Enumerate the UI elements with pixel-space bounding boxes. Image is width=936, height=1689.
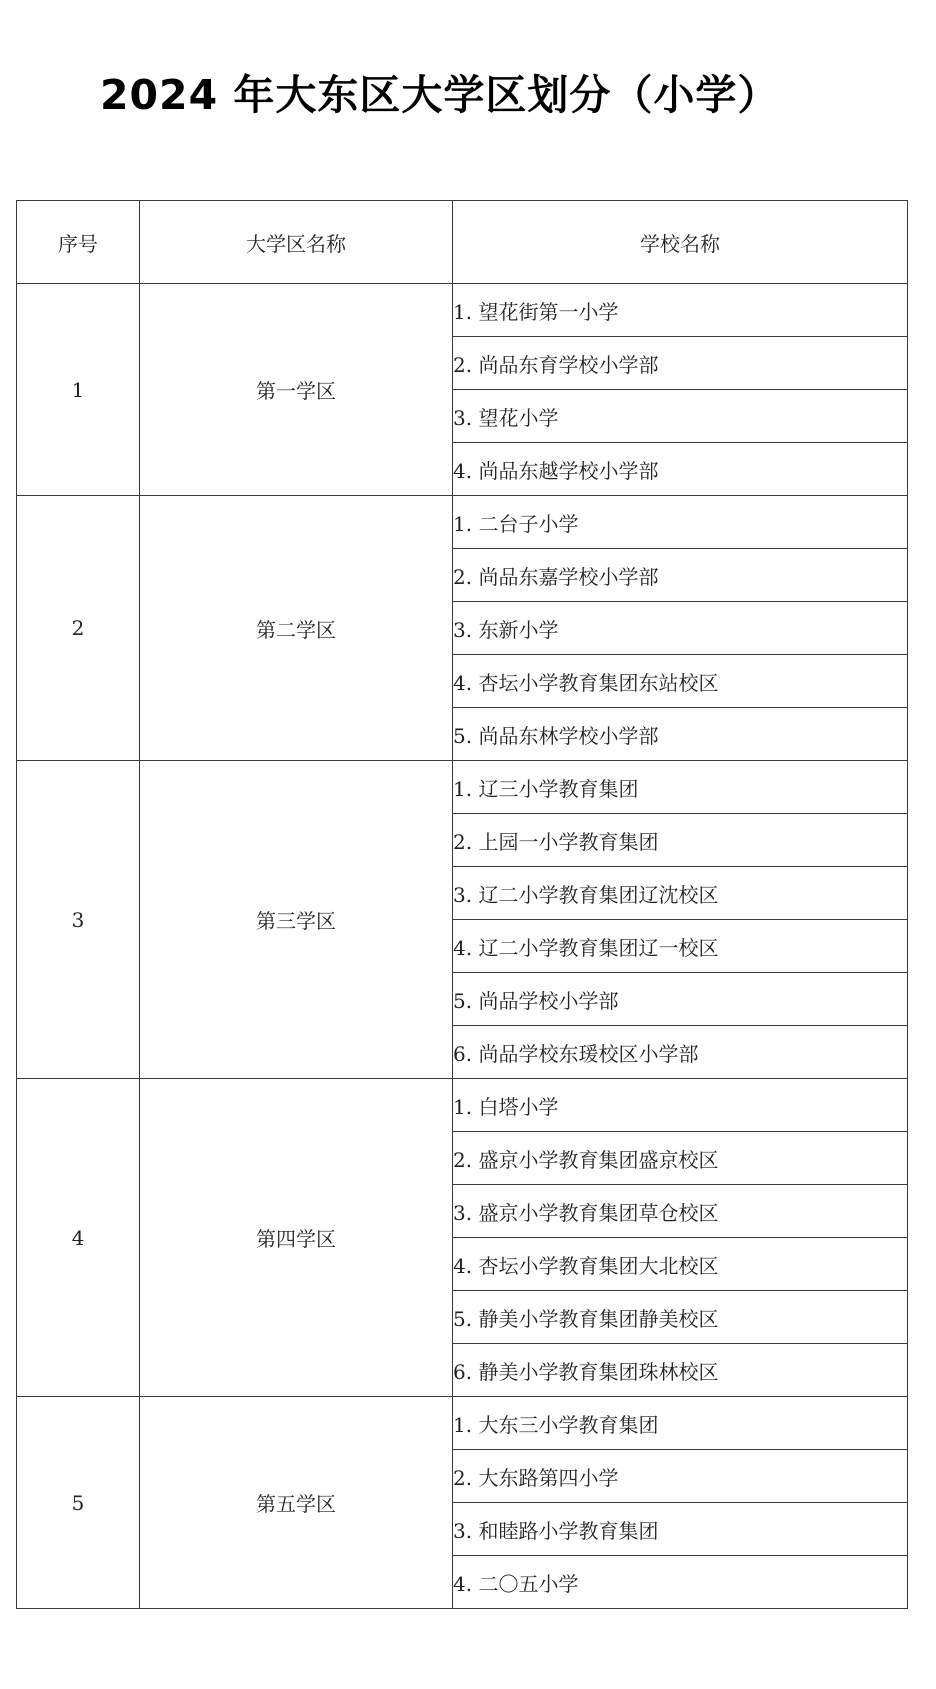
table-body [17, 284, 908, 1609]
school-name: 4. 杏坛小学教育集团东站校区 [453, 655, 908, 708]
school-name: 2. 尚品东嘉学校小学部 [453, 549, 908, 602]
district-index: 2 [17, 496, 140, 761]
table-row [17, 284, 908, 337]
district-index: 3 [17, 761, 140, 1079]
district-name: 第五学区 [140, 1397, 453, 1609]
page-title: 2024 年大东区大学区划分（小学） [100, 71, 780, 119]
school-name: 4. 二〇五小学 [453, 1556, 908, 1609]
school-name: 6. 尚品学校东瑗校区小学部 [453, 1026, 908, 1079]
header-index: 序号 [17, 201, 140, 284]
school-name: 1. 望花街第一小学 [453, 284, 908, 337]
school-name: 3. 和睦路小学教育集团 [453, 1503, 908, 1556]
school-name: 4. 杏坛小学教育集团大北校区 [453, 1238, 908, 1291]
school-name: 1. 二台子小学 [453, 496, 908, 549]
table-row [17, 496, 908, 549]
school-name: 3. 辽二小学教育集团辽沈校区 [453, 867, 908, 920]
school-name: 3. 东新小学 [453, 602, 908, 655]
school-name: 3. 望花小学 [453, 390, 908, 443]
school-name: 1. 大东三小学教育集团 [453, 1397, 908, 1450]
school-name: 3. 盛京小学教育集团草仓校区 [453, 1185, 908, 1238]
school-name: 5. 静美小学教育集团静美校区 [453, 1291, 908, 1344]
school-name: 2. 盛京小学教育集团盛京校区 [453, 1132, 908, 1185]
district-index: 1 [17, 284, 140, 496]
school-name: 5. 尚品学校小学部 [453, 973, 908, 1026]
header-district-name: 大学区名称 [140, 201, 453, 284]
header-school-name: 学校名称 [453, 201, 908, 284]
school-name: 1. 白塔小学 [453, 1079, 908, 1132]
district-name: 第一学区 [140, 284, 453, 496]
district-name: 第三学区 [140, 761, 453, 1079]
table-header-row [17, 201, 908, 284]
school-name: 5. 尚品东林学校小学部 [453, 708, 908, 761]
table-row [17, 1079, 908, 1132]
school-name: 4. 尚品东越学校小学部 [453, 443, 908, 496]
school-name: 1. 辽三小学教育集团 [453, 761, 908, 814]
school-name: 2. 尚品东育学校小学部 [453, 337, 908, 390]
table-row [17, 761, 908, 814]
table-row [17, 1397, 908, 1450]
school-name: 4. 辽二小学教育集团辽一校区 [453, 920, 908, 973]
district-name: 第二学区 [140, 496, 453, 761]
school-name: 2. 上园一小学教育集团 [453, 814, 908, 867]
district-table [16, 200, 908, 1609]
school-name: 6. 静美小学教育集团珠林校区 [453, 1344, 908, 1397]
district-name: 第四学区 [140, 1079, 453, 1397]
district-index: 5 [17, 1397, 140, 1609]
district-index: 4 [17, 1079, 140, 1397]
school-name: 2. 大东路第四小学 [453, 1450, 908, 1503]
